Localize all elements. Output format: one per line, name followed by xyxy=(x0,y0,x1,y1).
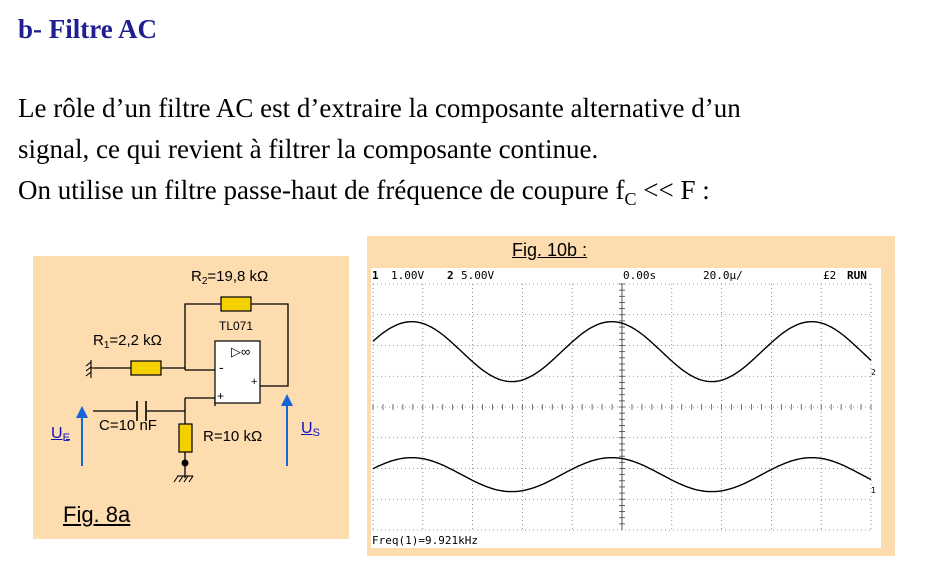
ch2-scale: 5.00V xyxy=(461,269,495,282)
paragraph-line-3-start: On utilise un filtre passe-haut de fréquence de coupure f xyxy=(18,175,625,205)
circuit-diagram xyxy=(33,256,349,539)
opamp-symbol: ▷∞ xyxy=(231,344,251,359)
ue-label: $U_E$ xyxy=(51,425,70,444)
timebase: 20.0µ/ xyxy=(703,269,743,282)
ch2-indicator: 2 xyxy=(447,269,454,282)
scope-display xyxy=(371,268,881,548)
opamp-plus-input: + xyxy=(217,389,225,403)
paragraph-line-1: Le rôle d’un filtre AC est d’extraire la composante alternative d’un xyxy=(18,93,741,123)
r2-label: $R_2=19,8$ kΩ xyxy=(191,268,269,287)
paragraph-line-2: signal, ce qui revient à filtrer la composante continue. xyxy=(18,134,599,164)
r1-resistor xyxy=(131,361,161,375)
opamp-minus: - xyxy=(219,359,224,375)
r1-label: $R_1=2,2$ kΩ xyxy=(93,332,162,351)
us-arrow-icon xyxy=(281,394,293,466)
resistor-label: R=10 kΩ xyxy=(203,428,263,445)
frequency-readout: Freq(1)=9.921kHz xyxy=(372,534,478,547)
oscilloscope-screen xyxy=(371,268,881,548)
body-paragraph xyxy=(18,88,918,220)
run-status: RUN xyxy=(847,269,867,282)
figure-10b-oscilloscope xyxy=(367,236,895,556)
ground-node xyxy=(182,460,189,467)
cutoff-subscript: C xyxy=(624,189,637,209)
section-heading: b- Filtre AC xyxy=(18,14,157,44)
ch1-scale: 1.00V xyxy=(391,269,425,282)
figure-8a-circuit xyxy=(33,256,349,539)
opamp-label: TL071 xyxy=(219,319,254,333)
ch1-marker: 1 xyxy=(871,486,876,495)
r2-resistor xyxy=(221,297,251,311)
figure-8a-caption: Fig. 8a xyxy=(63,502,131,527)
us-label: $U_S$ xyxy=(301,420,320,439)
ch2-marker: 2 xyxy=(871,368,876,377)
input-ground-icon xyxy=(86,360,99,378)
capacitor-label: C=10 nF xyxy=(99,417,157,434)
opamp-plus-output: + xyxy=(251,376,258,388)
r-resistor xyxy=(179,424,192,452)
paragraph-line-3 xyxy=(18,170,918,220)
trigger-source: £2 xyxy=(823,269,837,282)
time-offset: 0.00s xyxy=(623,269,657,282)
paragraph-line-3-end: << F : xyxy=(636,175,710,205)
figure-10b-caption: Fig. 10b : xyxy=(512,240,588,260)
ch1-indicator: 1 xyxy=(372,269,379,282)
ground-icon xyxy=(174,476,193,482)
ue-arrow-icon xyxy=(76,406,88,466)
